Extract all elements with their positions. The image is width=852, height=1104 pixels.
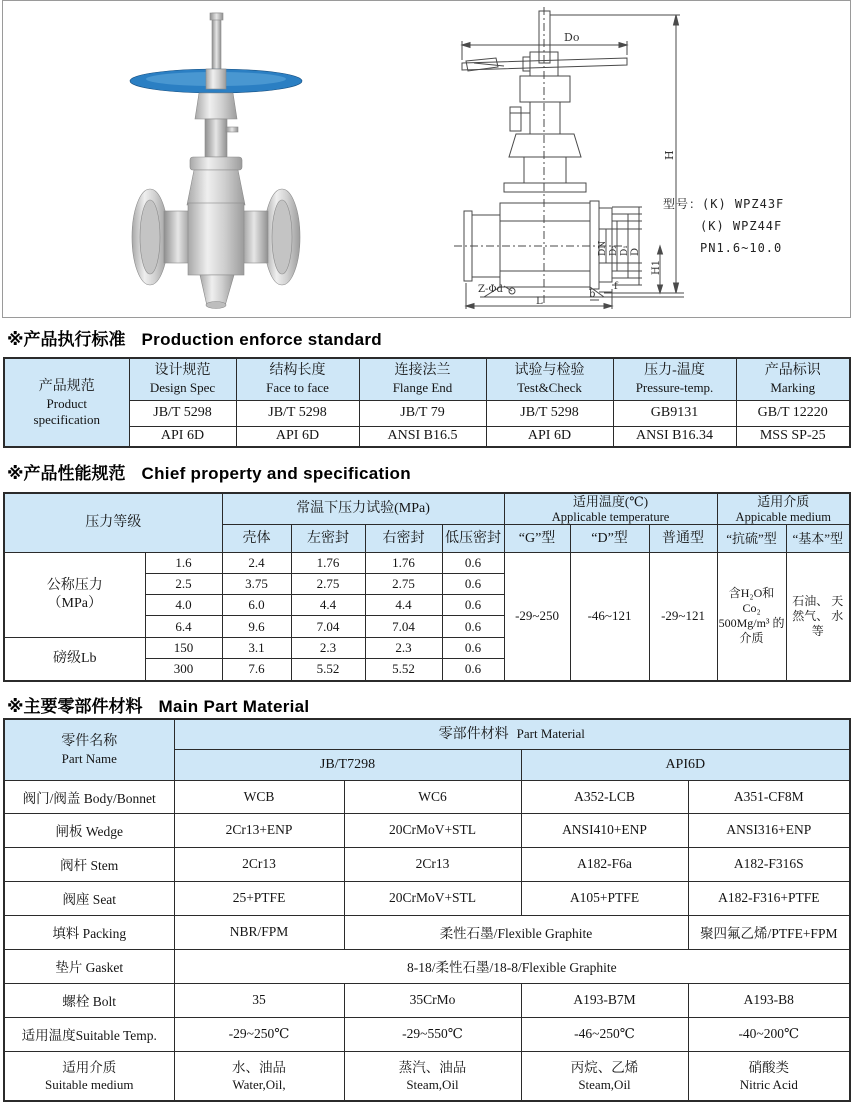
dim-label-f: f [614,281,618,292]
standards-table [3,357,851,448]
t2-header-left-seal: 左密封 [291,525,365,553]
t3-row-body-bonnet [4,780,850,813]
t3-cell: 25+PTFE [174,881,344,915]
t2-cell: 300 [145,659,222,681]
dim-label-d: D [630,247,641,256]
t3-cell: WCB [174,780,344,813]
valve-body [188,203,244,275]
t2-cell: 5.52 [291,659,365,681]
bonnet-flange [190,157,242,170]
t2-cell: 2.75 [365,574,442,595]
t3-cell: NBR/FPM [174,915,344,949]
t3-row-label: 螺栓 Bolt [4,983,174,1017]
t3-header-jbt7298: JB/T7298 [174,749,521,780]
valve-technical-drawing [444,5,696,311]
t1-cell: JB/T 5298 [486,400,613,426]
t3-cell: 聚四氟乙烯/PTFE+FPM [688,915,850,949]
t3-cell: A182-F6a [521,847,688,881]
model-line-1 [663,193,784,215]
t3-cell: 2Cr13 [174,847,344,881]
t2-cell: 0.6 [442,616,504,638]
t1-cell: MSS SP-25 [736,426,850,447]
t2-header-right-seal: 右密封 [365,525,442,553]
t3-row-gasket [4,949,850,983]
t3-cell: A351-CF8M [688,780,850,813]
section1-title-zh: ※产品执行标准 [7,330,126,349]
t3-cell: 35CrMo [344,983,521,1017]
t3-cell: 丙烷、乙烯 Steam,Oil [521,1051,688,1101]
model-value-2: (K) WPZ44F [700,219,783,233]
model-value-1: (K) WPZ43F [702,197,785,211]
dim-label-zd: Z-Φd [478,284,503,295]
section2-title-en: Chief property and specification [141,464,411,483]
t2-cell: 4.4 [365,595,442,616]
t3-row-wedge [4,813,850,847]
t2-header-g-type: “G”型 [504,525,570,553]
t2-medium-basic: 石油、 天然气、 水等 [786,553,850,681]
dim-label-d2: D₂ [609,245,619,256]
t2-header-pressure-class: 压力等级 [4,493,222,553]
t2-cell: 6.0 [222,595,291,616]
t3-row-label: 适用温度Suitable Temp. [4,1017,174,1051]
t1-cell: GB9131 [613,400,736,426]
t2-pound-class-label: 磅级Lb [4,638,145,681]
t1-row-api [4,426,850,447]
t1-cell: JB/T 5298 [236,400,359,426]
t2-cell: 6.4 [145,616,222,638]
t2-cell: 2.3 [291,638,365,659]
t2-cell: 1.6 [145,553,222,574]
t3-row-suitable-medium [4,1051,850,1101]
t1-header-marking: 产品标识 Marking [736,358,850,400]
t3-row-label: 适用介质 Suitable medium [4,1051,174,1101]
t2-header-shell: 壳体 [222,525,291,553]
t3-cell: ANSI316+ENP [688,813,850,847]
t1-cell: GB/T 12220 [736,400,850,426]
t2-cell: 7.6 [222,659,291,681]
t2-cell: 2.5 [145,574,222,595]
t1-row-domestic [4,400,850,426]
t2-cell: 2.4 [222,553,291,574]
t2-cell: 4.4 [291,595,365,616]
t1-cell: API 6D [236,426,359,447]
t2-header-basic-type: “基本”型 [786,525,850,553]
t3-cell: A182-F316+PTFE [688,881,850,915]
dim-label-b: b [589,289,596,300]
t3-cell: 硝酸类 Nitric Acid [688,1051,850,1101]
t2-cell: 3.1 [222,638,291,659]
t3-cell: 35 [174,983,344,1017]
t2-cell: 4.0 [145,595,222,616]
t1-header-design-spec: 设计规范 Design Spec [129,358,236,400]
t3-row-label: 阀门/阀盖 Body/Bonnet [4,780,174,813]
t3-cell: 柔性石墨/Flexible Graphite [344,915,688,949]
t2-nominal-pressure-label: 公称压力 （MPa） [4,553,145,638]
t3-row-label: 闸板 Wedge [4,813,174,847]
t2-cell: 0.6 [442,574,504,595]
t2-row [4,553,850,574]
valve-photo [98,9,328,309]
t3-cell: 2Cr13+ENP [174,813,344,847]
t2-cell: 0.6 [442,638,504,659]
t3-cell: A352-LCB [521,780,688,813]
t3-cell: -29~550℃ [344,1017,521,1051]
t3-cell: A193-B8 [688,983,850,1017]
t3-cell: -46~250℃ [521,1017,688,1051]
t3-cell: -40~200℃ [688,1017,850,1051]
dim-label-d1: D₁ [620,245,630,256]
t3-cell: ANSI410+ENP [521,813,688,847]
t3-row-label: 垫片 Gasket [4,949,174,983]
t2-temp-g: -29~250 [504,553,570,681]
t2-header-antisulfur-type: “抗硫”型 [717,525,786,553]
t3-cell: 水、油品 Water,Oil, [174,1051,344,1101]
t2-cell: 7.04 [365,616,442,638]
t2-header-temp-group: 适用温度(℃) Applicable temperature [504,493,717,525]
section1-title-en: Production enforce standard [141,330,382,349]
t2-cell: 5.52 [365,659,442,681]
t2-temp-d: -46~121 [570,553,649,681]
t2-header-d-type: “D”型 [570,525,649,553]
t2-cell: 9.6 [222,616,291,638]
section-heading-material [7,692,309,717]
t1-header-face-to-face: 结构长度 Face to face [236,358,359,400]
t2-cell: 1.76 [291,553,365,574]
stem-top [212,13,221,73]
t3-cell: A182-F316S [688,847,850,881]
t2-cell: 7.04 [291,616,365,638]
t2-cell: 150 [145,638,222,659]
section-heading-property [7,459,411,484]
model-info [663,193,784,259]
t3-header-api6d: API6D [521,749,850,780]
t3-cell: -29~250℃ [174,1017,344,1051]
t2-header-low-pressure-seal: 低压密封 [442,525,504,553]
t3-row-stem [4,847,850,881]
t2-temp-normal: -29~121 [649,553,717,681]
t1-cell: JB/T 5298 [129,400,236,426]
section3-title-zh: ※主要零部件材料 [7,697,143,716]
model-label: 型号： [663,197,703,211]
t1-cell: ANSI B16.34 [613,426,736,447]
dim-label-do: Do [564,31,580,44]
product-images-panel [2,0,851,318]
t3-cell: 8-18/柔性石墨/18-8/Flexible Graphite [174,949,850,983]
t3-cell: WC6 [344,780,521,813]
dim-label-l: L [536,296,543,307]
t3-cell: 20CrMoV+STL [344,881,521,915]
t1-cell: JB/T 79 [359,400,486,426]
property-table [3,492,851,682]
section-heading-standard [7,325,382,350]
t3-row-packing [4,915,850,949]
t1-header-pressure-temp: 压力-温度 Pressure-temp. [613,358,736,400]
material-table [3,718,851,1102]
section2-title-zh: ※产品性能规范 [7,464,126,483]
t2-cell: 2.3 [365,638,442,659]
t2-cell: 0.6 [442,659,504,681]
t3-header-part-material: 零部件材料 Part Material [174,719,850,749]
t3-row-label: 阀杆 Stem [4,847,174,881]
model-value-3: PN1.6~10.0 [700,241,783,255]
t2-header-test-group: 常温下压力试验(MPa) [222,493,504,525]
dim-label-h1: H1 [651,259,662,275]
t2-medium-antisulfur: 含H₂O和 Co₂ 500Mg/m³ 的介质 [717,553,786,681]
t3-row-suitable-temp [4,1017,850,1051]
t3-cell: A105+PTFE [521,881,688,915]
t2-cell: 2.75 [291,574,365,595]
t1-cell: API 6D [486,426,613,447]
t2-cell: 1.76 [365,553,442,574]
t1-cell: ANSI B16.5 [359,426,486,447]
t3-cell: 20CrMoV+STL [344,813,521,847]
t2-cell: 3.75 [222,574,291,595]
dim-label-h: H [663,150,676,160]
t3-row-seat [4,881,850,915]
t3-row-bolt [4,983,850,1017]
t2-header-normal-type: 普通型 [649,525,717,553]
t1-rowhead: 产品规范 Product specification [4,358,129,447]
t3-cell: A193-B7M [521,983,688,1017]
t1-cell: API 6D [129,426,236,447]
t3-cell: 2Cr13 [344,847,521,881]
dim-label-dn: DN [598,240,608,256]
t1-header-test-check: 试验与检验 Test&Check [486,358,613,400]
t3-cell: 蒸汽、油品 Steam,Oil [344,1051,521,1101]
handwheel-hub [206,69,226,89]
t1-header-flange-end: 连接法兰 Flange End [359,358,486,400]
t2-header-medium-group: 适用介质 Appicable medium [717,493,850,525]
t3-header-part-name: 零件名称 Part Name [4,719,174,780]
t3-row-label: 填料 Packing [4,915,174,949]
t2-cell: 0.6 [442,595,504,616]
t2-cell: 0.6 [442,553,504,574]
section3-title-en: Main Part Material [158,697,310,716]
t3-row-label: 阀座 Seat [4,881,174,915]
